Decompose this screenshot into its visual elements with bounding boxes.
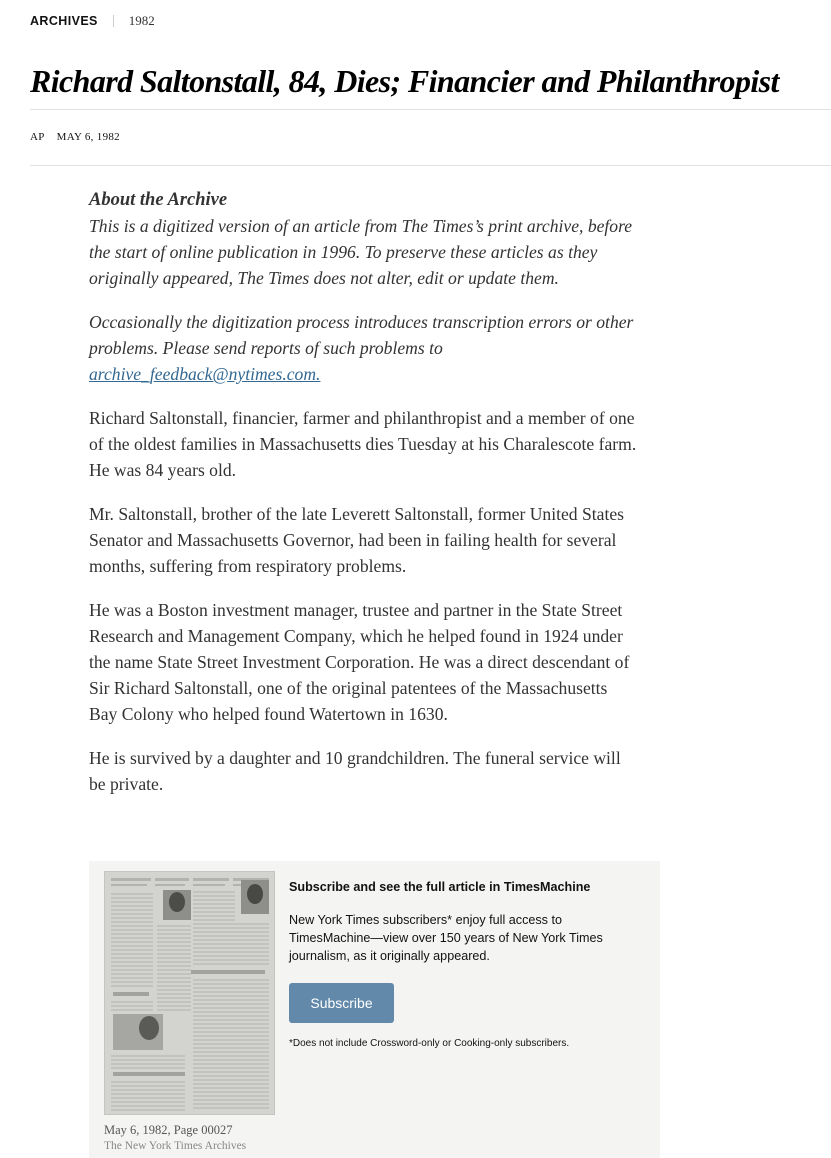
byline-divider xyxy=(30,165,831,166)
article-paragraph: Mr. Saltonstall, brother of the late Leverett Saltonstall, former United States Senator and Massachusetts Governor, had been in failing health for several months, suffering from respiratory problems. xyxy=(89,504,625,576)
archive-year[interactable]: 1982 xyxy=(128,13,155,28)
article-paragraph: Richard Saltonstall, financier, farmer and philanthropist and a member of one of the oldest families in Massachusetts dies Tuesday at his Charalescote farm. He was 84 years old. xyxy=(89,408,637,480)
archive-errors-text: Occasionally the digitization process introduces transcription errors or other problems. Please send reports of such problems to xyxy=(89,312,634,358)
byline-author: AP xyxy=(30,131,45,143)
page-caption-source: The New York Times Archives xyxy=(104,1140,247,1152)
article-headline: Richard Saltonstall, 84, Dies; Financier and Philanthropist xyxy=(30,63,779,99)
header-divider xyxy=(113,15,114,27)
promo-text xyxy=(289,879,639,1051)
article-paragraph: He was a Boston investment manager, trustee and partner in the State Street Research and Management Company, which he helped found in 1924 under the name State Street Investment Corporation. He was a direct descendant of Sir Richard Saltonstall, one of the original patentees of the Massachusetts Bay Colony who helped found Watertown in 1630. xyxy=(89,600,630,724)
archive-page-thumbnail[interactable] xyxy=(104,871,275,1115)
section-label[interactable]: ARCHIVES xyxy=(30,14,98,28)
subscribe-button[interactable]: Subscribe xyxy=(289,983,394,1023)
archive-errors-note xyxy=(89,309,637,387)
about-archive-box xyxy=(89,187,637,387)
promo-description: New York Times subscribers* enjoy full access to TimesMachine—view over 150 years of New York Times journalism, as it originally appeared. xyxy=(289,913,603,963)
about-archive-title: About the Archive xyxy=(89,190,228,210)
promo-title: Subscribe and see the full article in TimesMachine xyxy=(289,880,591,894)
archive-feedback-link[interactable]: archive_feedback@nytimes.com. xyxy=(89,364,321,384)
promo-footnote: *Does not include Crossword-only or Cooking-only subscribers. xyxy=(289,1038,570,1049)
byline xyxy=(30,129,120,145)
archive-header xyxy=(30,12,155,30)
timesmachine-promo xyxy=(89,861,660,1158)
headline-divider xyxy=(30,109,831,110)
article-text xyxy=(89,405,637,797)
byline-date: MAY 6, 1982 xyxy=(56,131,120,143)
article-paragraph: He is survived by a daughter and 10 grandchildren. The funeral service will be private. xyxy=(89,748,621,794)
article-body xyxy=(89,185,637,797)
archive-note: This is a digitized version of an article from The Times’s print archive, before the start of online publication in 1996. To preserve these articles as they originally appeared, The Times does not alter, edit or update them. xyxy=(89,216,633,288)
page-caption-date: May 6, 1982, Page 00027 xyxy=(104,1123,233,1137)
